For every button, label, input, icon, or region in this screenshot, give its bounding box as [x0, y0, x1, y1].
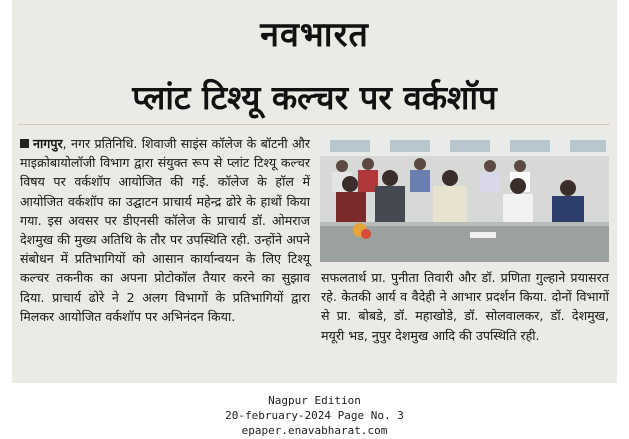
newspaper-masthead: नवभारत	[260, 15, 369, 55]
article-body-left	[20, 134, 310, 326]
date-page-label: 20-february-2024 Page No. 3	[225, 409, 404, 422]
website-link[interactable]: epaper.enavabharat.com	[241, 424, 388, 437]
divider	[18, 124, 610, 125]
page-footer	[0, 393, 629, 438]
article-body-right: सफलतार्थ प्रा. पुनीता तिवारी और डॉ. प्रणिता गुल्हाने प्रयासरत रहे. केतकी आर्य व वैदेही ने आभार प्रदर्शन किया. दोनों विभागों से प्रा. बोबडे, डॉ. महाखोडे, डॉ. सोलवालकर, डॉ. देशमुख, मयूरी भड, नुपुर देशमुख आदि की उपस्थिति रही.	[321, 270, 609, 343]
event-photo-illustration	[320, 136, 609, 262]
article-headline: प्लांट टिश्यू कल्चर पर वर्कशॉप	[132, 78, 497, 117]
article-dateline: नागपुर	[33, 136, 63, 151]
edition-label: Nagpur Edition	[268, 394, 361, 407]
bullet-icon	[20, 139, 29, 148]
event-photo	[320, 136, 609, 262]
article-text-left: , नगर प्रतिनिधि. शिवाजी साइंस कॉलेज के बॉटनी और माइक्रोबायोलॉजी विभाग द्वारा संयुक्त रूप से प्लांट टिश्यू कल्चर विषय पर वर्कशॉप आयोजित की गई. कॉलेज के हॉल में आयोजित वर्कशॉप का उद्घाटन प्राचार्य महेन्द्र ढोरे के हाथों किया गया. इस अवसर पर डीएनसी कॉलेज के प्राचार्य डॉ. ओमराज देशमुख की मुख्य अतिथि के तौर पर उपस्थिति रही. उन्होंने अपने संबोधन में प्रतिभागियों को आसान कार्यान्वयन के लिए टिश्यू कल्चर तकनीक का अपना प्रोटोकॉल तैयार करने का सुझाव दिया. प्राचार्य ढोरे ने 2 अलग विभागों के प्रतिभागियों द्वारा मिलकर आयोजित वर्कशॉप पर अभिनंदन किया.	[20, 136, 310, 324]
